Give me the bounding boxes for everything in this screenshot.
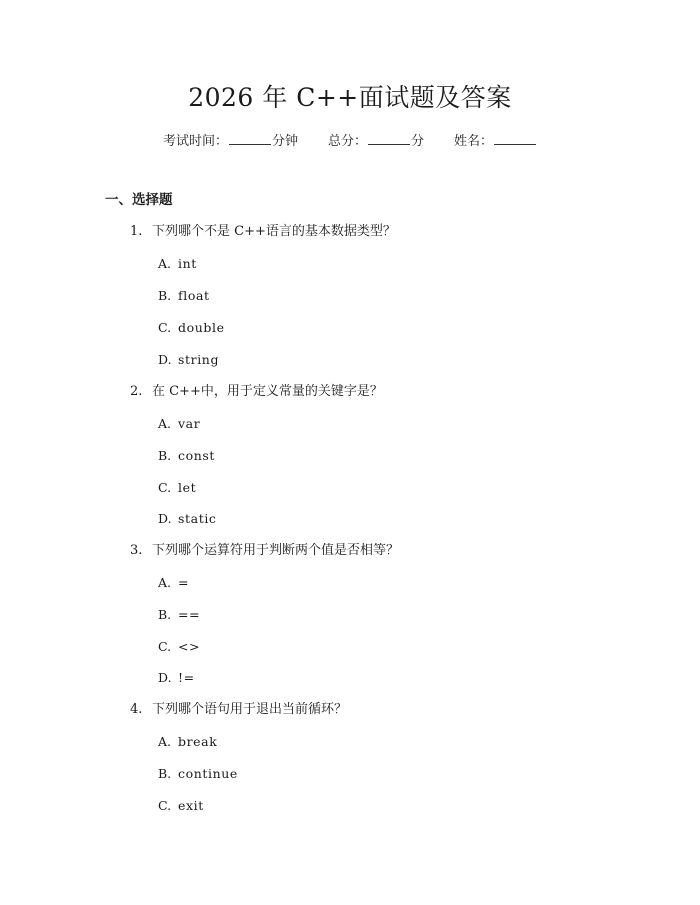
option-letter: D. [158, 511, 172, 526]
exam-info-line [0, 130, 700, 152]
question-text: 下列哪个不是 C++语言的基本数据类型？ [152, 224, 396, 239]
option-4b [158, 764, 238, 784]
question-3 [130, 541, 399, 561]
option-text: exit [178, 798, 204, 813]
option-3d [158, 668, 195, 688]
option-text: string [178, 352, 220, 367]
question-text: 下列哪个运算符用于判断两个值是否相等？ [152, 543, 400, 558]
option-letter: B. [158, 607, 172, 622]
option-letter: C. [158, 798, 172, 813]
total-score [328, 130, 424, 152]
option-text: continue [178, 766, 238, 781]
option-1c [158, 318, 225, 338]
exam-time [163, 130, 298, 152]
option-text: double [178, 320, 225, 335]
option-2a [158, 414, 200, 434]
option-letter: A. [158, 575, 172, 590]
option-2b [158, 446, 215, 466]
option-1d [158, 350, 219, 370]
option-letter: A. [158, 416, 172, 431]
option-letter: C. [158, 320, 172, 335]
option-letter: B. [158, 448, 172, 463]
question-number: 1. [130, 224, 143, 239]
total-score-blank [368, 130, 410, 145]
question-number: 2. [130, 384, 143, 399]
option-1a [158, 254, 197, 274]
option-3c [158, 637, 200, 657]
question-4 [130, 700, 347, 720]
student-name-label: 姓名： [454, 134, 494, 149]
option-letter: B. [158, 288, 172, 303]
option-letter: A. [158, 256, 172, 271]
option-text: int [178, 256, 197, 271]
option-letter: D. [158, 670, 172, 685]
question-text: 在 C++中，用于定义常量的关键字是？ [152, 384, 383, 399]
option-text: = [178, 575, 190, 590]
exam-time-unit: 分钟 [271, 134, 298, 149]
option-text: == [178, 607, 201, 622]
option-letter: C. [158, 480, 172, 495]
option-text: float [178, 288, 210, 303]
student-name-blank [494, 130, 536, 145]
option-2c [158, 478, 196, 498]
total-score-label: 总分： [327, 134, 367, 149]
student-name [454, 130, 537, 152]
option-text: static [178, 511, 217, 526]
question-1 [130, 222, 396, 242]
option-text: != [178, 670, 195, 685]
option-text: let [178, 480, 197, 495]
option-3b [158, 605, 200, 625]
question-text: 下列哪个语句用于退出当前循环？ [152, 702, 348, 717]
option-1b [158, 286, 210, 306]
option-text: break [178, 734, 218, 749]
option-3a [158, 573, 189, 593]
option-text: const [178, 448, 216, 463]
document-title: 2026 年 C++面试题及答案 [188, 83, 512, 112]
exam-time-blank [229, 130, 271, 145]
option-letter: A. [158, 734, 172, 749]
question-2 [130, 382, 383, 402]
exam-time-label: 考试时间： [162, 134, 228, 149]
option-letter: B. [158, 766, 172, 781]
option-text: <> [178, 639, 201, 654]
option-letter: D. [158, 352, 172, 367]
question-number: 4. [130, 702, 143, 717]
option-4c [158, 796, 204, 816]
option-4a [158, 732, 217, 752]
option-text: var [178, 416, 201, 431]
option-letter: C. [158, 639, 172, 654]
question-number: 3. [130, 543, 143, 558]
section-heading: 一、选择题 [105, 192, 173, 208]
option-2d [158, 509, 217, 529]
total-score-unit: 分 [411, 134, 425, 149]
